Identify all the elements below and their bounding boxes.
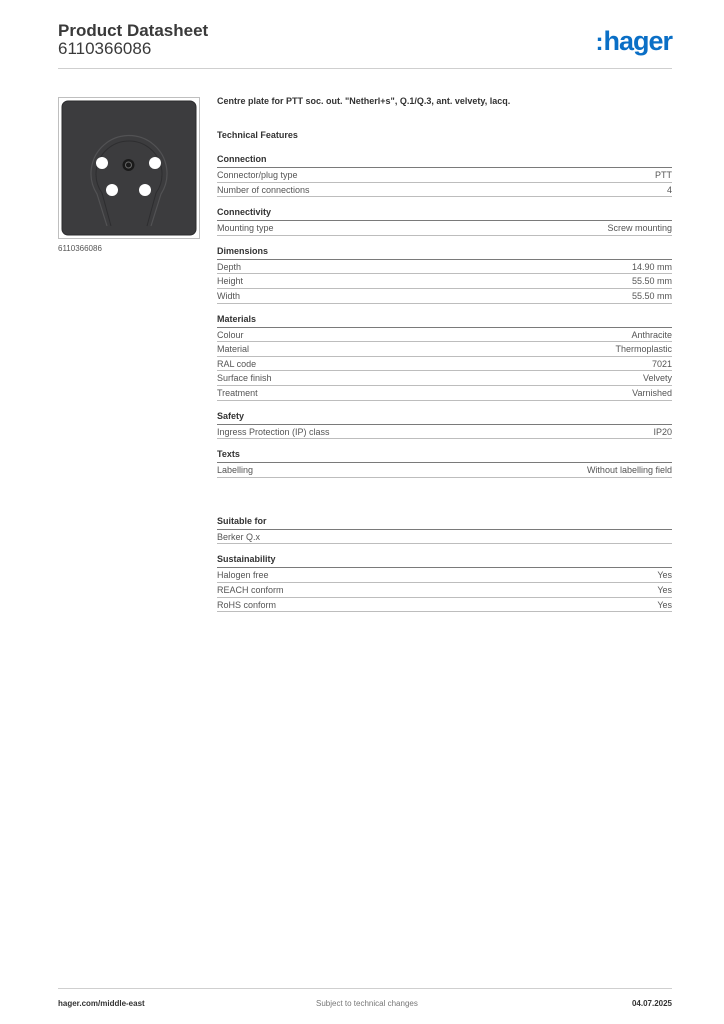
- footer-date: 04.07.2025: [631, 999, 672, 1008]
- spec-value: IP20: [653, 426, 672, 437]
- product-image: [58, 97, 200, 239]
- socket-plate-image: [59, 98, 199, 238]
- spec-label: Ingress Protection (IP) class: [217, 426, 330, 437]
- logo-text: hager: [603, 26, 672, 56]
- spec-row: [217, 342, 672, 357]
- spec-row: [217, 183, 672, 198]
- image-caption: 6110366086: [58, 244, 102, 253]
- section-connection: [217, 154, 672, 197]
- section-title: Safety: [217, 411, 672, 425]
- spec-label: Berker Q.x: [217, 531, 261, 542]
- spec-label: REACH conform: [217, 584, 284, 595]
- spec-label: Depth: [217, 261, 242, 272]
- section-title: Sustainability: [217, 554, 672, 568]
- section-title: Dimensions: [217, 246, 672, 260]
- section-safety: [217, 411, 672, 440]
- spec-row: [217, 386, 672, 401]
- footer-note: Subject to technical changes: [316, 999, 418, 1008]
- section-title: Texts: [217, 449, 672, 463]
- spec-label: Material: [217, 344, 250, 355]
- section-materials: [217, 314, 672, 401]
- section-title: Materials: [217, 314, 672, 328]
- hager-logo: [595, 26, 672, 57]
- section-connectivity: [217, 207, 672, 236]
- spec-label: Number of connections: [217, 184, 310, 195]
- spec-row: [217, 221, 672, 236]
- spec-row: [217, 463, 672, 478]
- spec-content: [217, 96, 672, 612]
- spec-label: Colour: [217, 329, 244, 340]
- footer-website-link[interactable]: hager.com/middle-east: [58, 999, 145, 1008]
- spec-row: [217, 328, 672, 343]
- spec-value: 4: [666, 184, 672, 195]
- header-divider: [58, 68, 672, 69]
- spec-value: Thermoplastic: [615, 344, 672, 355]
- spec-value: PTT: [655, 170, 672, 180]
- logo-dots: :: [595, 29, 603, 56]
- page-title: Product Datasheet: [58, 21, 209, 40]
- spec-value: 7021: [651, 358, 672, 369]
- technical-features-heading: Technical Features: [217, 130, 298, 140]
- footer-divider: [58, 988, 672, 989]
- spec-value: 55.50 mm: [631, 276, 672, 287]
- spec-value: Yes: [657, 570, 672, 581]
- spec-row: [217, 357, 672, 372]
- spec-row: [217, 274, 672, 289]
- spec-row: [217, 568, 672, 583]
- section-title: Suitable for: [217, 516, 672, 530]
- section-sustainability: [217, 554, 672, 612]
- spec-label: Surface finish: [217, 373, 272, 384]
- spec-label: RAL code: [217, 358, 257, 369]
- section-dimensions: [217, 246, 672, 304]
- spec-value: 55.50 mm: [631, 290, 672, 301]
- spec-row: [217, 425, 672, 440]
- spec-value: Anthracite: [631, 329, 672, 340]
- spec-value: Yes: [657, 584, 672, 595]
- spec-value: Without labelling field: [586, 465, 672, 476]
- section-title: Connection: [217, 154, 672, 168]
- section-texts: [217, 449, 672, 478]
- spec-label: Mounting type: [217, 223, 274, 234]
- spec-value: Yes: [657, 599, 672, 610]
- spec-row: [217, 260, 672, 275]
- product-description: Centre plate for PTT soc. out. "Netherl+s", Q.1/Q.3, ant. velvety, lacq.: [217, 96, 511, 106]
- section-suitable-for: [217, 516, 672, 545]
- spec-label: Halogen free: [217, 570, 269, 581]
- spec-row: [217, 371, 672, 386]
- spec-value: 14.90 mm: [631, 261, 672, 272]
- spec-label: Connector/plug type: [217, 170, 298, 180]
- spec-row: [217, 168, 672, 183]
- spec-label: Treatment: [217, 387, 258, 398]
- spec-row: [217, 598, 672, 613]
- spec-row: [217, 583, 672, 598]
- spec-row: [217, 530, 672, 545]
- spec-label: Height: [217, 276, 244, 287]
- spec-value: Varnished: [632, 387, 672, 398]
- spec-row: [217, 289, 672, 304]
- product-code: 6110366086: [58, 39, 152, 58]
- spec-label: Width: [217, 290, 241, 301]
- section-title: Connectivity: [217, 207, 672, 221]
- spec-value: Velvety: [642, 373, 672, 384]
- spec-label: Labelling: [217, 465, 254, 476]
- spec-label: RoHS conform: [217, 599, 277, 610]
- spec-value: Screw mounting: [607, 223, 672, 234]
